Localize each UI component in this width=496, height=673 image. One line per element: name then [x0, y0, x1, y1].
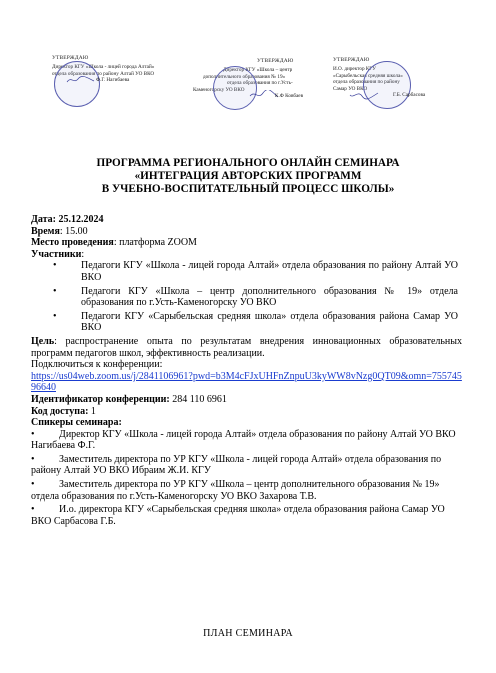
venue-value: : платформа ZOOM: [113, 237, 197, 249]
list-item: [31, 504, 462, 527]
handwritten-signature: [66, 75, 96, 85]
date-row: [31, 214, 462, 226]
approval-signature: К.Ф Ковбаев: [275, 93, 304, 100]
goal-label: Цель: [31, 335, 55, 347]
title-line: В УЧЕБНО-ВОСПИТАТЕЛЬНЫЙ ПРОЦЕСС ШКОЛЫ»: [101, 183, 395, 196]
document-title: [30, 157, 466, 197]
participant-text: Педагоги КГУ «Школа - лицей города Алтай» отдела образования по району Алтай УО ВКО: [81, 260, 458, 283]
bullet-icon: •: [53, 285, 57, 297]
conference-id-value: 284 110 6961: [169, 393, 227, 405]
approval-line: Каменогорску УО ВКО: [193, 86, 245, 93]
bullet-icon: •: [53, 310, 57, 322]
time-label: Время: [31, 225, 60, 237]
title-line: «ИНТЕГРАЦИЯ АВТОРСКИХ ПРОГРАММ: [134, 170, 362, 183]
conference-id-label: Идентификатор конференции:: [31, 393, 170, 405]
bullet-icon: •: [53, 260, 57, 272]
time-value: : 15.00: [59, 225, 88, 237]
speaker-text: Директор КГУ «Школа - лицей города Алтай» отдела образования по району Алтай УО ВКО Нагибаева Ф.Г.: [31, 428, 456, 452]
bullet-icon: •: [31, 453, 35, 465]
access-code-value: 1: [88, 405, 96, 417]
venue-row: [31, 237, 462, 249]
list-item: [31, 260, 462, 283]
speaker-text: Заместитель директора по УР КГУ «Школа – центр дополнительного образования № 19» отдела образования по г.Усть-Каменогорску УО ВКО Захарова Т.В.: [31, 479, 440, 502]
approval-line: Самар УО ВКО: [333, 85, 368, 92]
title-line: ПРОГРАММА РЕГИОНАЛЬНОГО ОНЛАЙН СЕМИНАРА: [96, 157, 400, 169]
approval-line: «Сарыбельская средняя школа»: [333, 72, 403, 79]
connect-label: Подключиться к конференции:: [31, 359, 163, 371]
approval-heading: УТВЕРЖДАЮ: [52, 55, 89, 61]
list-item: [31, 454, 462, 477]
approval-line: И.О. директор КГУ: [333, 66, 376, 73]
approval-line: Директор КГУ «Школа – центр: [223, 67, 293, 74]
participants-list: [31, 260, 462, 334]
time-row: [31, 226, 462, 238]
list-item: [31, 311, 462, 334]
bullet-icon: •: [31, 428, 35, 440]
approval-heading: УТВЕРЖДАЮ: [257, 58, 294, 64]
plan-heading: ПЛАН СЕМИНАРА: [203, 628, 293, 639]
approval-heading: УТВЕРЖДАЮ: [333, 57, 370, 63]
approval-line: Директор КГУ «Школа - лицей города Алтай»: [52, 64, 155, 71]
list-item: [31, 286, 462, 309]
zoom-link[interactable]: https://us04web.zoom.us/j/2841106961?pwd=b3M4cFJxUHFnZnpuU3kyWW8vNzg0QT09&omn=75574596640: [31, 370, 462, 394]
speaker-text: И.о. директора КГУ «Сарыбельская средняя школа» отдела образования района Самар УО ВКО Сарбасова Г.Б.: [31, 504, 445, 527]
participant-text: Педагоги КГУ «Сарыбельская средняя школа» отдела образования района Самар УО ВКО: [81, 310, 458, 334]
approval-block-3: [333, 57, 453, 100]
venue-label: Место проведения: [31, 237, 114, 249]
handwritten-signature: [349, 90, 379, 100]
participants-colon: :: [81, 248, 85, 260]
approval-signature: Ф.Г. Нагибаева: [96, 77, 130, 84]
approval-line: отдела образования по району Алтай УО ВКО: [52, 70, 155, 77]
speakers-list: [31, 429, 462, 528]
date-value: 25.12.2024: [58, 214, 104, 225]
speaker-text: Заместитель директора по УР КГУ «Школа - лицей города Алтай» отдела образования по району Алтай УО ВКО Ибраим Ж.И. КГУ: [31, 453, 442, 477]
approval-line: дополнительного образования № 19»: [203, 73, 286, 80]
bullet-icon: •: [31, 504, 35, 516]
document-body: [31, 214, 462, 529]
approval-line: отдела образования по г.Усть-: [227, 80, 293, 87]
approval-block-2: [193, 58, 313, 101]
list-item: [31, 429, 462, 452]
approval-signature: Г.Б. Сарбасова: [393, 92, 426, 99]
participant-text: Педагоги КГУ «Школа – центр дополнительного образования № 19» отдела образования по г.Усть-Каменогорску УО ВКО: [81, 285, 458, 309]
access-code-label: Код доступа:: [31, 405, 89, 417]
goal-row: [31, 336, 462, 359]
conference-id-row: [31, 394, 462, 406]
access-code-row: [31, 406, 462, 418]
speakers-label: Спикеры семинара:: [31, 417, 122, 429]
date-label: Дата:: [31, 214, 56, 225]
approval-block-1: [52, 55, 202, 85]
participants-label: Участники: [31, 248, 82, 260]
list-item: [31, 479, 462, 502]
goal-text: : распространение опыта по результатам внедрения инновационных образовательных программ педагогов школ, эффективность реализации.: [31, 335, 462, 359]
approval-line: отдела образования по району: [333, 79, 400, 86]
official-stamp: [213, 66, 257, 110]
official-stamp: [363, 61, 411, 109]
participants-row: [31, 249, 462, 261]
bullet-icon: •: [31, 479, 35, 491]
